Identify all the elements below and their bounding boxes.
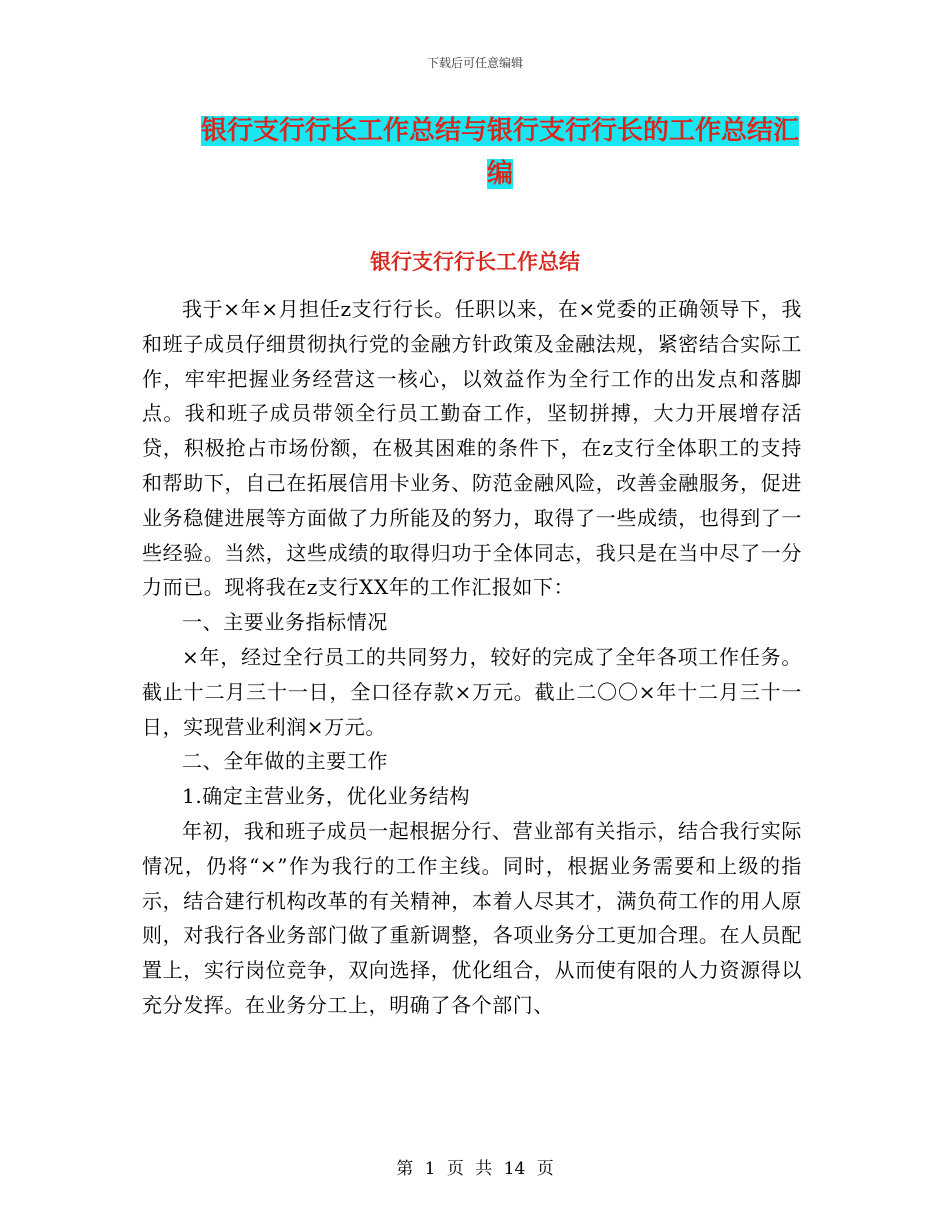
heading-main-work: 二、全年做的主要工作	[182, 749, 388, 774]
heading-main-indicators: 一、主要业务指标情况	[182, 610, 388, 635]
document-title-line-2: 编	[486, 159, 513, 189]
paragraph-intro: 我于×年×月担任z支行行长。任职以来，在×党委的正确领导下，我和班子成员仔细贯彻执行党的金融方针政策及金融法规，紧密结合实际工作，牢牢把握业务经营这一核心，以效益作为全行工作的出发点和落脚点。我和班子成员带领全行员工勤奋工作，坚韧拼搏，大力开展增存活贷，积极抢占市场份额，在极其困难的条件下，在z支行全体职工的支持和帮助下，自己在拓展信用卡业务、防范金融风险，改善金融服务，促进业务稳健进展等方面做了力所能及的努力，取得了一些成绩，也得到了一些经验。当然，这些成绩的取得归功于全体同志，我只是在当中尽了一分力而已。现将我在z支行XX年的工作汇报如下：	[142, 297, 802, 600]
page-header-note: 下载后可任意编辑	[426, 56, 523, 70]
paragraph-main-business: 年初，我和班子成员一起根据分行、营业部有关指示，结合我行实际情况，仍将“×”作为我行的工作主线。同时，根据业务需要和上级的指示，结合建行机构改革的有关精神，本着人尽其才，满负荷工作的用人原则，对我行各业务部门做了重新调整，各项业务分工更加合理。在人员配置上，实行岗位竞争，双向选择，优化组合，从而使有限的人力资源得以充分发挥。在业务分工上，明确了各个部门、	[142, 818, 802, 1017]
section-title: 银行支行行长工作总结	[370, 249, 580, 274]
document-title-line-1: 银行支行行长工作总结与银行支行行长的工作总结汇	[200, 116, 799, 146]
paragraph-indicators: ×年，经过全行员工的共同努力，较好的完成了全年各项工作任务。截止十二月三十一日，全口径存款×万元。截止二〇〇×年十二月三十一日，实现营业利润×万元。	[142, 644, 802, 739]
subheading-main-business: 1.确定主营业务，优化业务结构	[182, 784, 471, 809]
document-body	[142, 292, 802, 1023]
page-footer: 第 1 页 共 14 页	[396, 1159, 554, 1179]
document-title	[150, 110, 850, 196]
